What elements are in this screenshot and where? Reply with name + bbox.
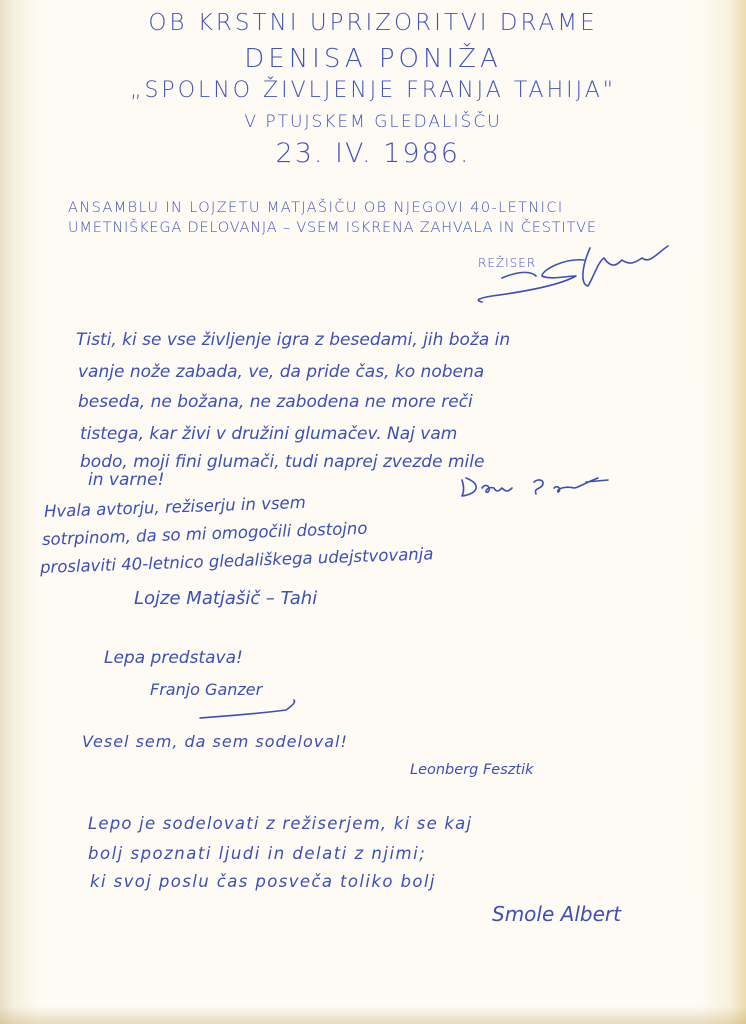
tahi-note-line-3: proslaviti 40-letnico gledališkega udejstvovanja	[39, 544, 434, 577]
author-signature	[458, 470, 638, 510]
header-line-2-author: DENISA PONIŽA	[244, 44, 502, 74]
author-note-line-2: vanje nože zabada, ve, da pride čas, ko nobena	[78, 362, 485, 382]
director-signature	[472, 236, 672, 316]
ganzer-signature-underline	[196, 698, 316, 728]
author-note-line-6: in varne!	[88, 470, 165, 490]
author-note-line-5: bodo, moji fini glumači, tudi naprej zvezde mile	[80, 452, 485, 472]
tahi-signature: Lojze Matjašič – Tahi	[134, 588, 318, 609]
header-line-4-venue: V PTUJSKEM GLEDALIŠČU	[244, 112, 502, 132]
author-note-line-1: Tisti, ki se vse življenje igra z besedami, jih boža in	[76, 330, 511, 350]
dedication-line-2: UMETNIŠKEGA DELOVANJA – VSEM ISKRENA ZAHVALA IN ČESTITVE	[68, 220, 597, 236]
fesztik-signature: Leonberg Fesztik	[410, 762, 534, 778]
tahi-note-line-2: sotrpinom, da so mi omogočili dostojno	[41, 518, 368, 549]
fesztik-note-text: Vesel sem, da sem sodeloval!	[82, 732, 348, 751]
page-edge-shadow	[0, 1006, 746, 1024]
header-date: 23. IV. 1986.	[275, 138, 471, 169]
header-line-1: OB KRSTNI UPRIZORITVI DRAME	[148, 10, 598, 36]
director-role-label: REŽISER	[478, 256, 537, 270]
dedication-line-1: ANSAMBLU IN LOJZETU MATJAŠIČU OB NJEGOVI 40-LETNICI	[68, 200, 564, 216]
final-note-line-1: Lepo je sodelovati z režiserjem, ki se kaj	[88, 814, 473, 833]
tahi-note-line-1: Hvala avtorju, režiserju in vsem	[43, 492, 307, 521]
ganzer-signature: Franjo Ganzer	[150, 680, 263, 699]
final-note-line-2: bolj spoznati ljudi in delati z njimi;	[88, 844, 427, 863]
final-note-line-3: ki svoj poslu čas posveča toliko bolj	[90, 872, 436, 891]
ganzer-note-text: Lepa predstava!	[104, 648, 243, 668]
author-note-line-3: beseda, ne božana, ne zabodena ne more reči	[78, 392, 473, 412]
author-note-line-4: tistega, kar živi v družini glumačev. Naj vam	[80, 424, 458, 444]
final-signature: Smole Albert	[492, 902, 621, 926]
header-line-3-title: „SPOLNO ŽIVLJENJE FRANJA TAHIJA"	[130, 78, 616, 103]
